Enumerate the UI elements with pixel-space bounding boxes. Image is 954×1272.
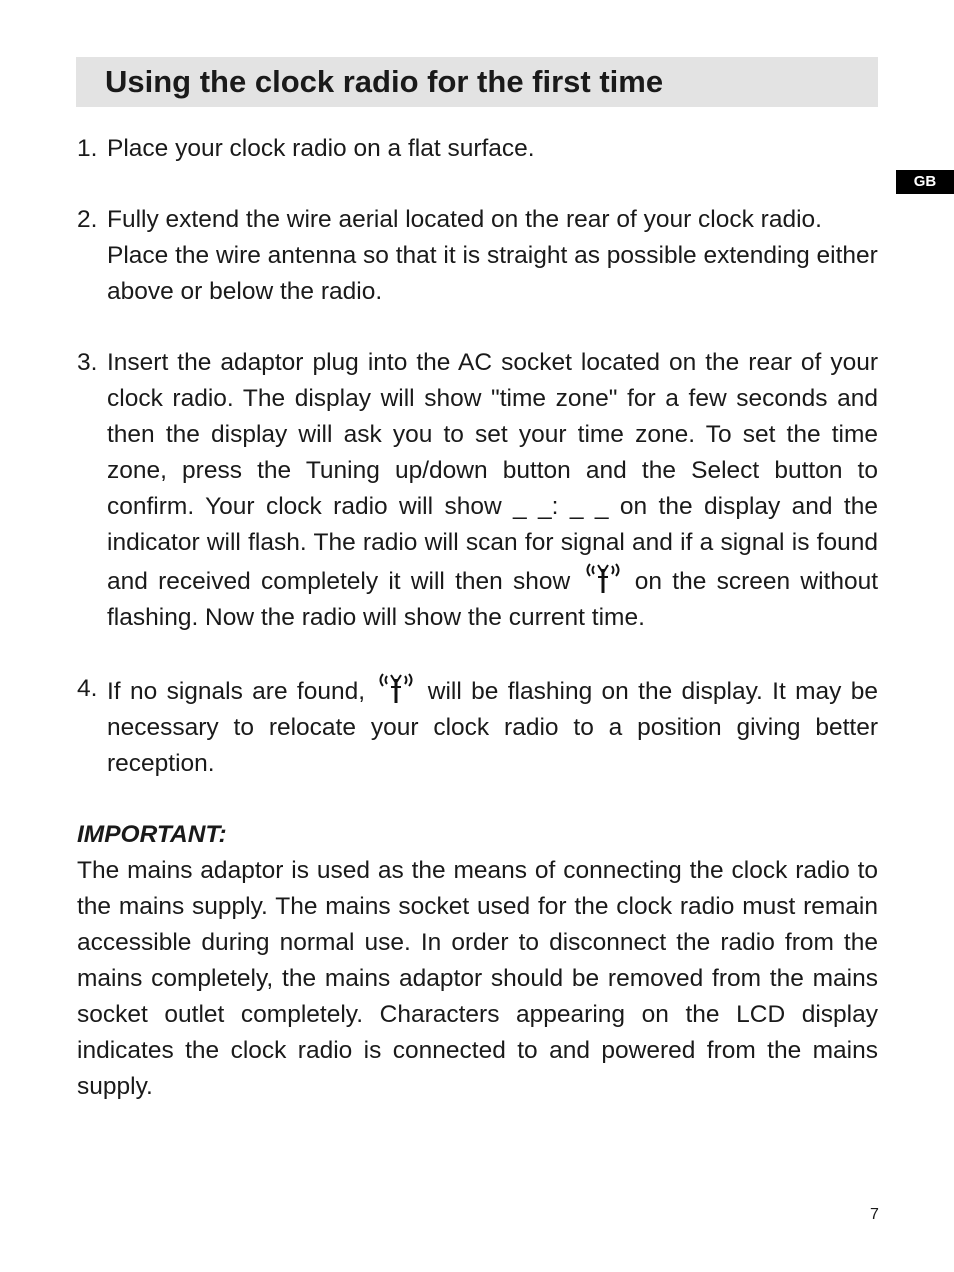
step-text: Place your clock radio on a flat surface.	[107, 135, 535, 162]
instructions	[77, 131, 878, 1105]
step-3	[77, 345, 878, 636]
step-text: Insert the adaptor plug into the AC socket located on the rear of your clock radio. The display will show "time zone" for a few seconds and then the display will ask you to set your time zone. To set the time zone, press the Tuning up/down button and the Select button to confirm. Your clock radio will show _ _: _ _ on the display and the indicator will flash. The radio will scan for signal and if a signal is found and received completely it will then show	[107, 349, 878, 595]
antenna-signal-icon	[374, 671, 418, 705]
section-title-bar	[76, 57, 878, 107]
step-1	[77, 131, 878, 167]
antenna-signal-icon	[581, 561, 625, 595]
language-tab: GB	[896, 170, 954, 194]
page-number: 7	[870, 1206, 879, 1223]
step-4	[77, 671, 878, 782]
step-number: 2.	[77, 206, 98, 233]
step-number: 4.	[77, 675, 98, 702]
step-text-continued: on the screen without flashing. Now the radio will show the current time.	[107, 568, 879, 631]
important-heading: IMPORTANT:	[77, 821, 227, 848]
page-title: Using the clock radio for the first time	[105, 64, 664, 99]
step-text-continued: will be flashing on the display. It may be necessary to relocate your clock radio to a position giving better reception.	[107, 678, 879, 777]
step-text: Fully extend the wire aerial located on the rear of your clock radio. Place the wire antenna so that it is straight as possible extending either above or below the radio.	[107, 206, 878, 305]
important-notice: The mains adaptor is used as the means of connecting the clock radio to the mains supply. The mains socket used for the clock radio must remain accessible during normal use. In order to disconnect the radio from the mains completely, the mains adaptor should be removed from the mains socket outlet completely. Characters appearing on the LCD display indicates the clock radio is connected to and powered from the mains supply.	[77, 857, 878, 1100]
step-text: If no signals are found,	[107, 678, 366, 705]
step-2	[77, 202, 878, 310]
step-number: 3.	[77, 349, 98, 376]
step-number: 1.	[77, 135, 98, 162]
